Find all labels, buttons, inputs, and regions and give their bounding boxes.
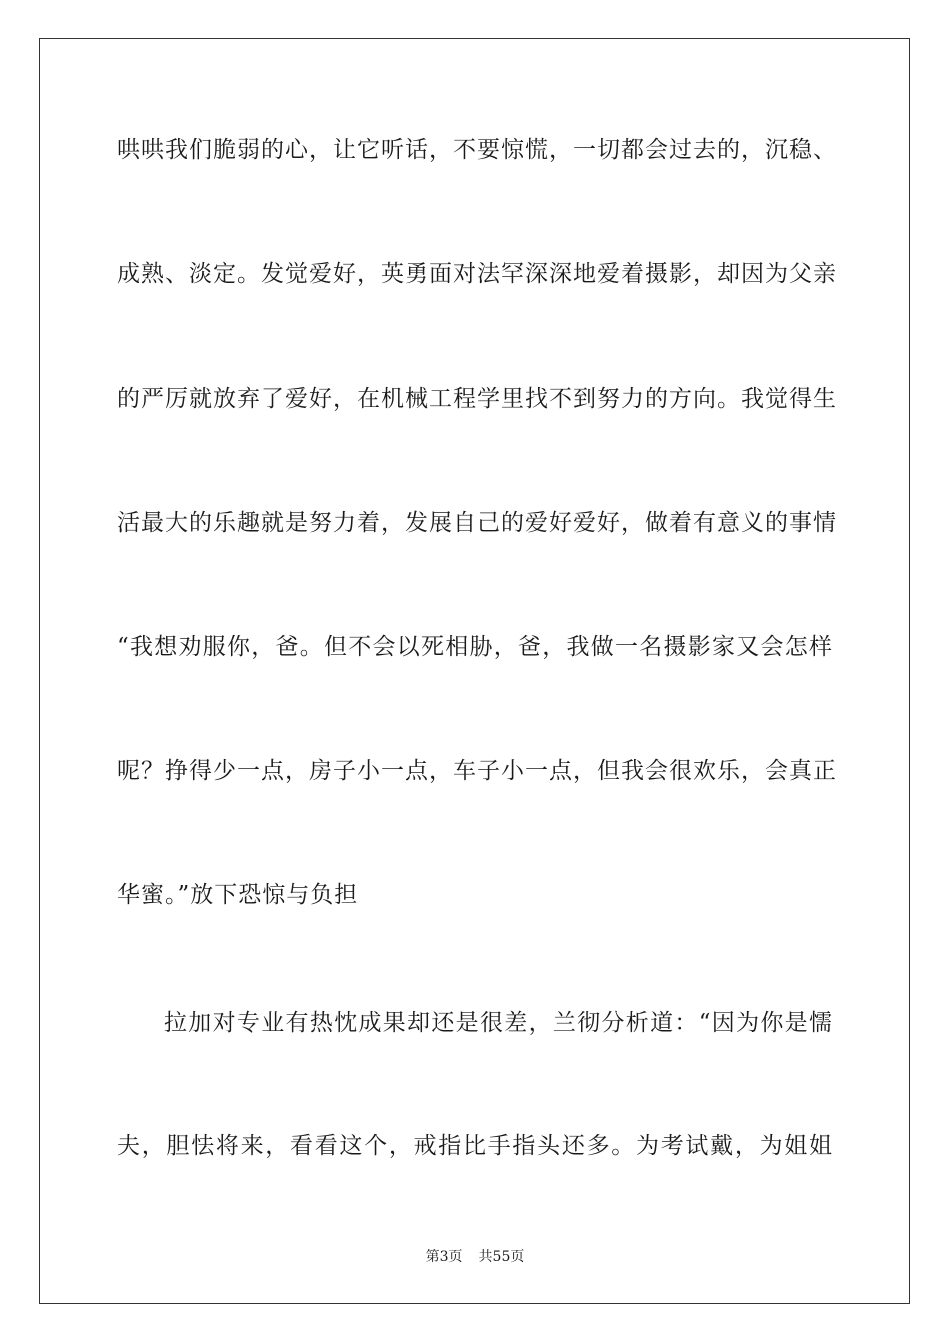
page-border — [39, 38, 910, 1304]
text-line-3: 的严厉就放弃了爱好，在机械工程学里找不到努力的方向。我觉得生 — [117, 386, 837, 412]
text-line-7: 华蜜。”放下恐惊与负担 — [117, 882, 359, 908]
text-line-1: 哄哄我们脆弱的心，让它听话，不要惊慌，一切都会过去的，沉稳、 — [117, 137, 837, 163]
text-line-2: 成熟、淡定。发觉爱好，英勇面对法罕深深地爱着摄影，却因为父亲 — [117, 261, 837, 287]
text-line-4: 活最大的乐趣就是努力着，发展自己的爱好爱好，做着有意义的事情 — [117, 510, 837, 536]
text-line-5: “我想劝服你，爸。但不会以死相胁，爸，我做一名摄影家又会怎样 — [117, 634, 833, 660]
total-pages: 共55页 — [478, 1249, 525, 1265]
text-line-8: 拉加对专业有热忱成果却还是很差，兰彻分析道：“因为你是懦 — [164, 1010, 833, 1036]
page-number: 第3页 — [425, 1249, 463, 1265]
text-line-9: 夫，胆怯将来，看看这个，戒指比手指头还多。为考试戴，为姐姐 — [117, 1133, 833, 1159]
page-footer — [0, 1248, 950, 1266]
text-line-6: 呢？挣得少一点，房子小一点，车子小一点，但我会很欢乐，会真正 — [117, 758, 837, 784]
